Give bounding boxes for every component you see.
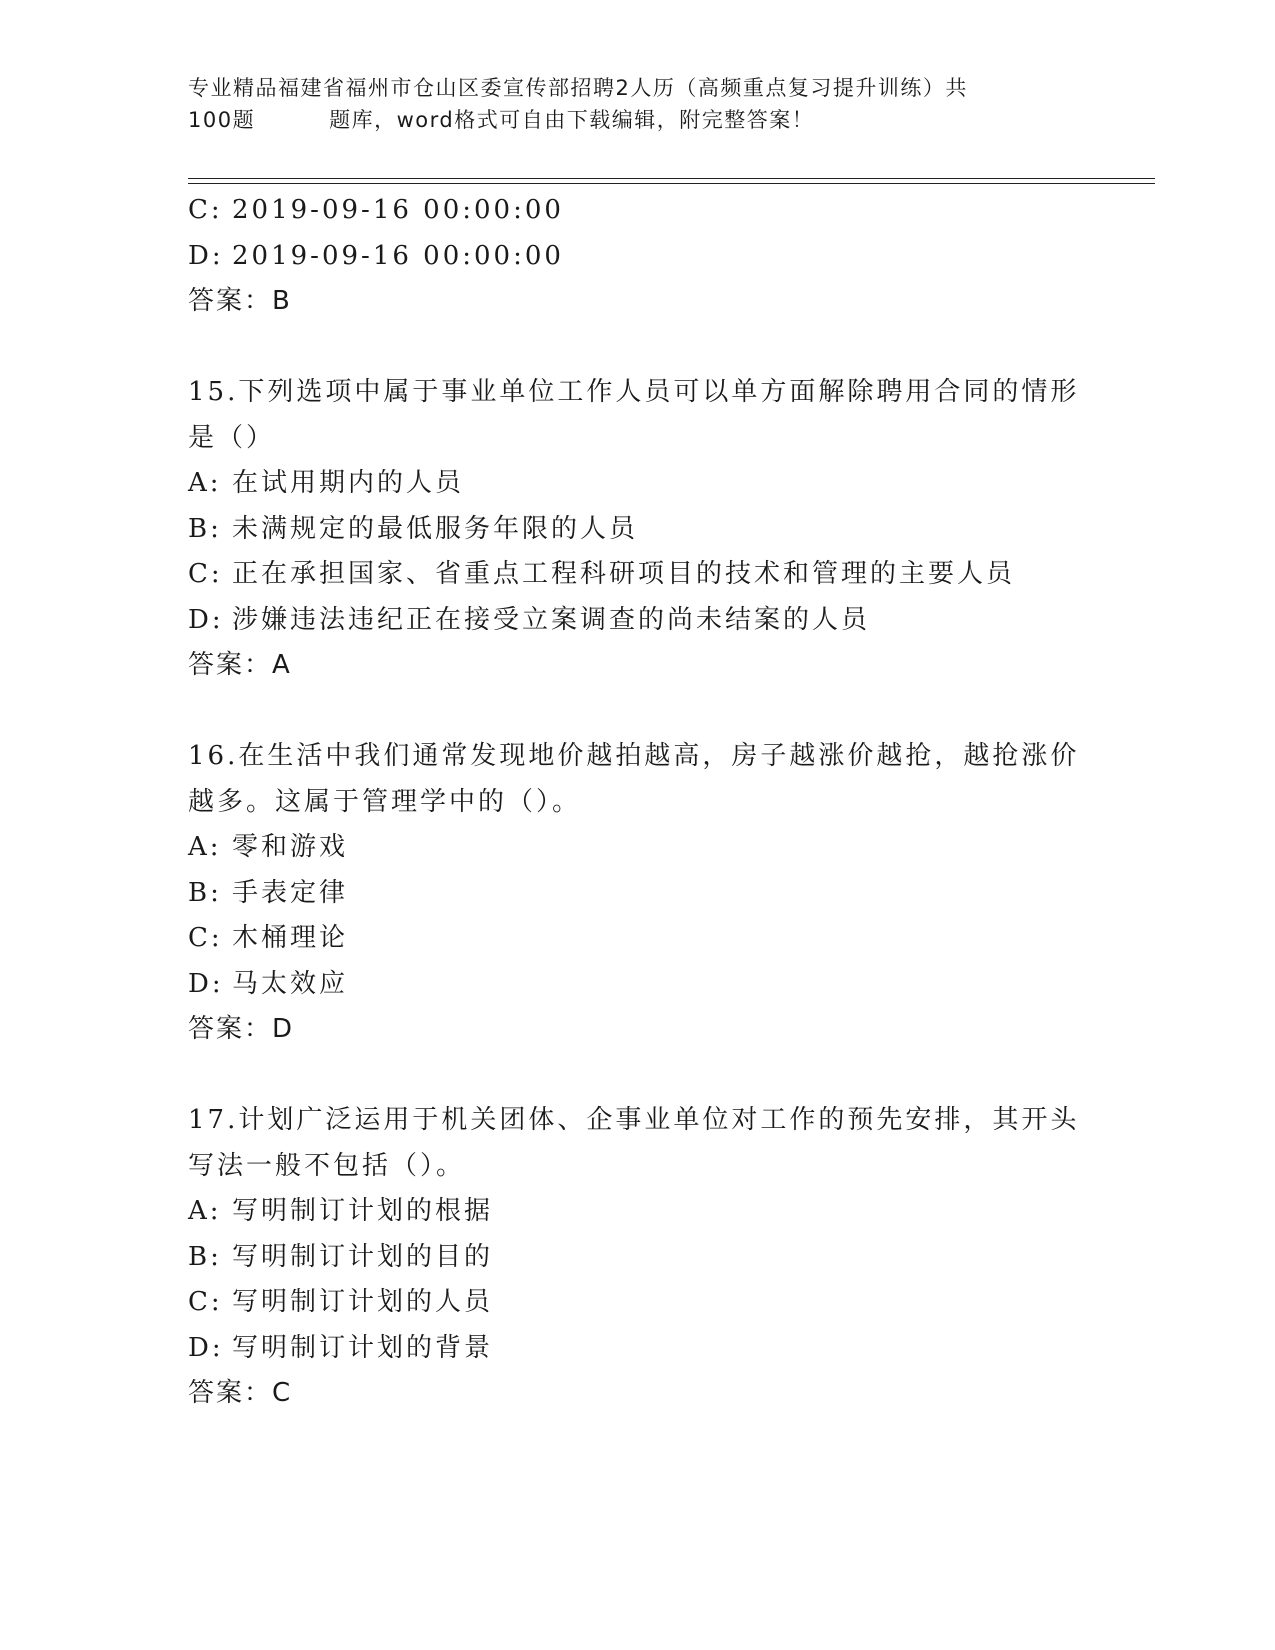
option-d: D: 马太效应 [188,968,349,999]
prev-question-block [188,188,1088,325]
option-c: C: 正在承担国家、省重点工程科研项目的技术和管理的主要人员 [188,559,1016,589]
option-c: C: 木桶理论 [188,923,349,953]
question-stem: 17.计划广泛运用于机关团体、企事业单位对工作的预先安排，其开头 [188,1105,1080,1135]
option-a: A: 写明制订计划的根据 [188,1196,494,1226]
option-d: D: 涉嫌违法违纪正在接受立案调查的尚未结案的人员 [188,604,871,635]
option-a: A: 零和游戏 [188,832,349,862]
question-stem-cont: 写法一般不包括（）。 [188,1150,466,1181]
answer-line: 答案：C [188,1378,293,1408]
question-15 [188,370,1088,689]
option-b: B: 写明制订计划的目的 [188,1241,494,1272]
header-divider-bottom [188,183,1155,184]
page-header [188,72,1068,136]
question-content [188,188,1088,1417]
answer-line: 答案：B [188,286,292,316]
question-16 [188,734,1088,1053]
option-d: D: 写明制订计划的背景 [188,1332,494,1363]
question-stem: 15.下列选项中属于事业单位工作人员可以单方面解除聘用合同的情形 [188,377,1080,407]
answer-line: 答案：D [188,1014,295,1044]
header-title-line1: 专业精品福建省福州市仓山区委宣传部招聘2人历（高频重点复习提升训练）共 [188,76,968,100]
option-a: A: 在试用期内的人员 [188,468,465,498]
header-description: 题库，word格式可自由下载编辑，附完整答案！ [329,108,815,132]
option-d: D: 2019-09-16 00:00:00 [188,240,564,271]
header-title-line2 [188,104,1068,136]
question-stem-cont: 是（） [188,422,276,453]
question-stem-cont: 越多。这属于管理学中的（）。 [188,786,582,817]
header-divider-top [188,178,1155,179]
answer-line: 答案：A [188,650,292,680]
option-c: C: 写明制订计划的人员 [188,1287,494,1317]
header-question-count: 100题 [188,108,256,132]
question-17 [188,1098,1088,1417]
question-stem: 16.在生活中我们通常发现地价越拍越高，房子越涨价越抢，越抢涨价 [188,741,1080,771]
option-b: B: 手表定律 [188,877,349,908]
option-b: B: 未满规定的最低服务年限的人员 [188,513,639,544]
option-c: C: 2019-09-16 00:00:00 [188,195,564,225]
